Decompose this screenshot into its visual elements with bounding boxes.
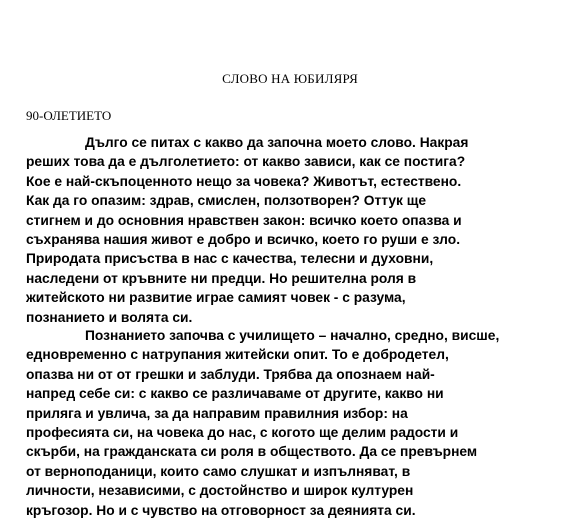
paragraph-line: Кое е най-скъпоценното нещо за човека? Животът, естествено. xyxy=(26,173,462,189)
paragraph-line: напред себе си: с какво се различаваме от другите, какво ни xyxy=(26,386,444,402)
paragraph-line: професията си, на човека до нас, с когото ще делим радости и xyxy=(26,425,459,441)
paragraph-line: стигнем и до основния нравствен закон: всичко което опазва и xyxy=(26,212,462,228)
paragraph-line: приляга и увлича, за да направим правилния избор: на xyxy=(26,405,408,421)
paragraph-1 xyxy=(26,133,571,327)
paragraph-line: Природата присъства в нас с качества, телесни и духовни, xyxy=(26,251,434,267)
paragraph-line: реших това да е дълголетието: от какво зависи, как се постига? xyxy=(26,154,466,170)
section-heading: 90-ОЛЕТИЕТО xyxy=(26,108,112,123)
paragraph-line: скърби, на гражданската си роля в обществото. Да се превърнем xyxy=(26,444,478,460)
paragraph-line: житейското ни развитие играе самият човек - с разума, xyxy=(26,290,406,306)
paragraph-line: Познанието започва с училището – начално, средно, висше, xyxy=(85,328,500,343)
paragraph-line: наследени от кръвните ни предци. Но решителна роля в xyxy=(26,270,417,286)
paragraph-line: опазва ни от от грешки и заблуди. Трябва да опознаем най- xyxy=(26,366,435,382)
document-title: СЛОВО НА ЮБИЛЯРЯ xyxy=(222,71,358,86)
paragraph-line: Как да го опазим: здрав, смислен, ползотворен? Оттук ще xyxy=(26,193,427,209)
paragraph-line: познанието и волята си. xyxy=(26,309,193,325)
paragraph-line: Дълго се питах с какво да започна моето слово. Накрая xyxy=(85,135,469,150)
paragraph-line: личности, независими, с достойнство и широк културен xyxy=(26,483,414,499)
paragraph-line: кръгозор. Но и с чувство на отговорност за деянията си. xyxy=(26,502,416,518)
paragraph-line: от верноподаници, които само слушкат и изпълняват, в xyxy=(26,463,411,479)
paragraph-line: съхранява нашия живот е добро и всичко, което го руши е зло. xyxy=(26,232,461,248)
paragraph-line: едновременно с натрупания житейски опит. То е добродетел, xyxy=(26,347,449,363)
paragraph-2 xyxy=(26,326,571,520)
